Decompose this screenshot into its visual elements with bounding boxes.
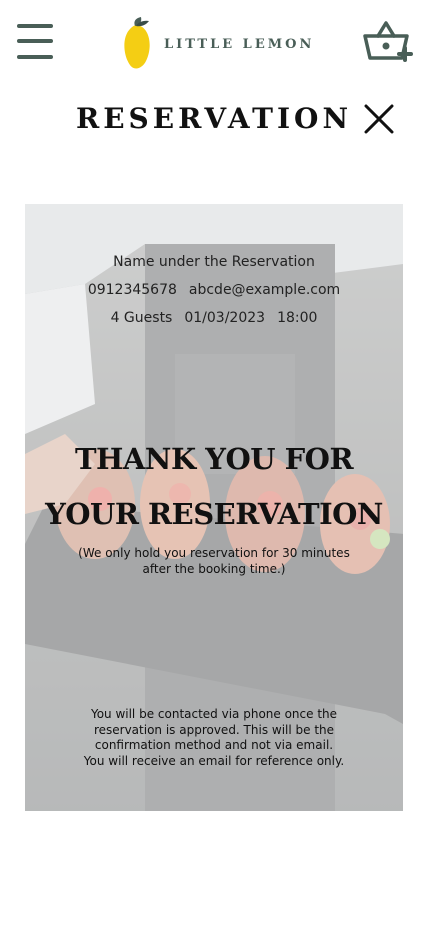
reservation-name: Name under the Reservation [113, 254, 315, 270]
reservation-time: 18:00 [277, 310, 318, 326]
hamburger-menu-icon[interactable] [14, 20, 58, 64]
reservation-date: 01/03/2023 [184, 310, 266, 326]
close-icon[interactable] [362, 102, 396, 136]
page-title: RESERVATION [75, 102, 353, 135]
reservation-phone: 0912345678 [87, 282, 177, 298]
hold-note-line-1: (We only hold you reservation for 30 minutes [78, 546, 350, 560]
brand-logo[interactable] [120, 16, 314, 72]
thank-you-heading [25, 432, 403, 542]
contact-note-line-2: reservation is approved. This will be the [93, 722, 335, 737]
app-header [0, 0, 428, 90]
contact-method-note [59, 707, 369, 769]
lemon-icon [120, 17, 154, 71]
contact-note-line-3: confirmation method and not via email. [94, 738, 334, 752]
contact-note-line-4: You will receive an email for reference only. [83, 753, 345, 768]
basket-add-icon[interactable] [362, 18, 414, 68]
hold-note-line-2: after the booking time.) [142, 562, 286, 576]
brand-name: LITTLE LEMON [164, 36, 315, 52]
thank-you-line-1: THANK YOU FOR [74, 442, 354, 476]
reservation-email: abcde@example.com [188, 282, 341, 298]
reservation-card [25, 204, 403, 811]
reservation-guests: 4 Guests [110, 310, 173, 326]
thank-you-line-2: YOUR RESERVATION [45, 497, 383, 531]
contact-note-line-1: You will be contacted via phone once the [90, 707, 338, 721]
hold-time-note [63, 545, 365, 577]
reservation-booking-details [25, 310, 403, 326]
reservation-contact [25, 282, 403, 298]
